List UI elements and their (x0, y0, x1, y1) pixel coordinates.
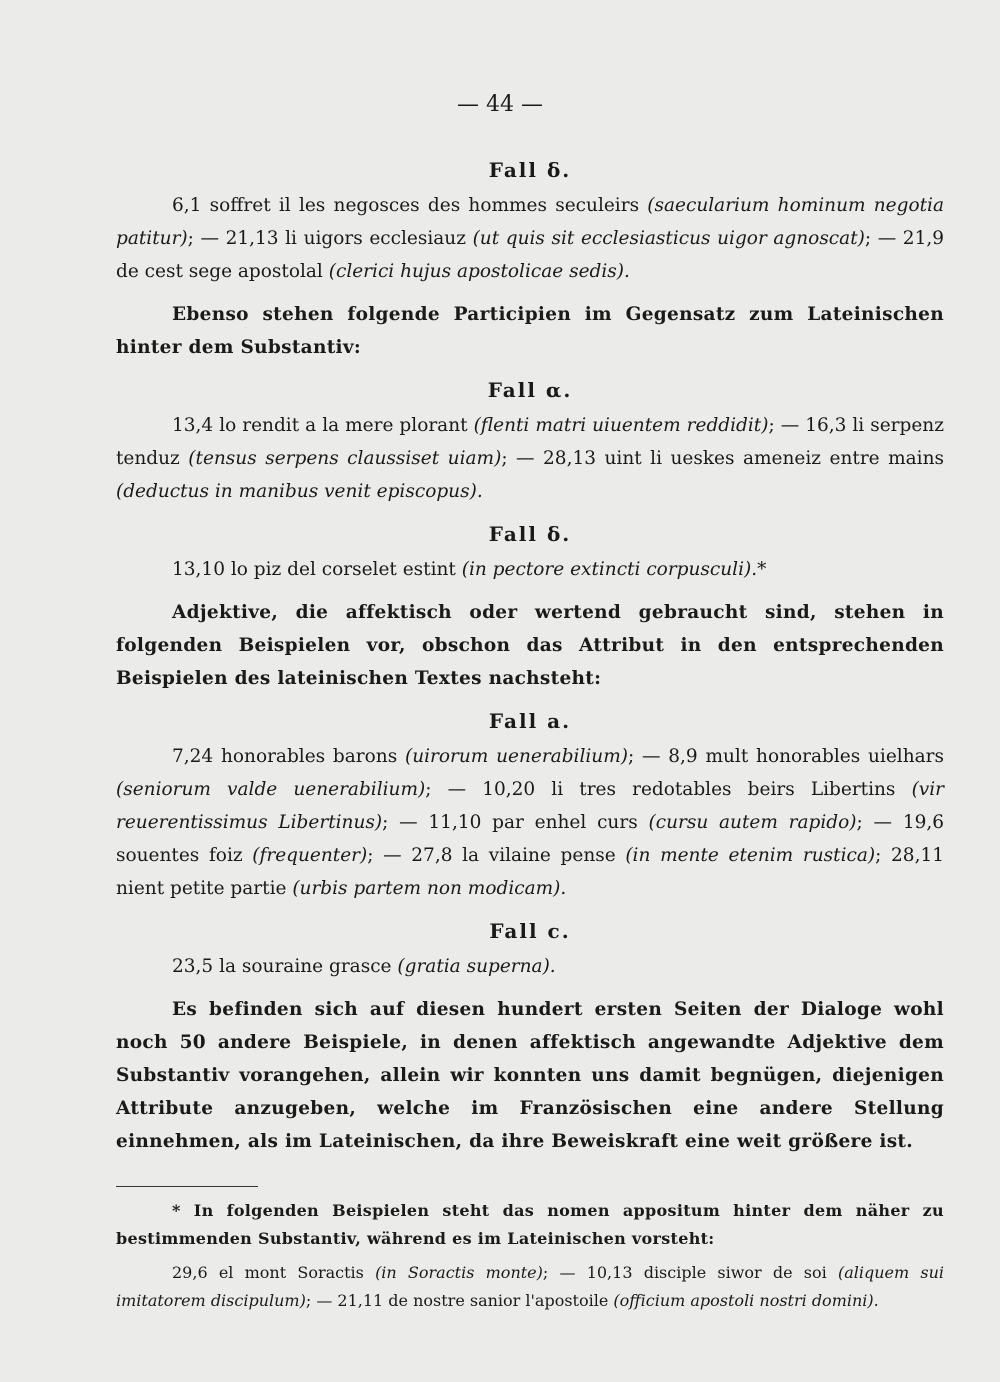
text-run: ; — 21,13 li uigors ecclesiauz (187, 228, 473, 249)
footnote-divider (116, 1186, 258, 1187)
paragraph (116, 189, 944, 288)
text-run: ; — 11,10 par enhel curs (382, 812, 649, 833)
latin-gloss: (saecularium hominum negotia patitur) (116, 195, 944, 249)
case-heading: Fall δ. (488, 522, 572, 546)
latin-gloss: (aliquem sui imitatorem discipulum) (116, 1263, 945, 1310)
footnote-text: * In folgenden Beispielen steht das nomen appositum hinter dem näher zu bestimmenden Substantiv, während es im Lateinischen vorsteht: (116, 1201, 944, 1248)
page-number: — 44 — (457, 92, 543, 117)
paragraph: Es befinden sich auf diesen hundert ersten Seiten der Dialoge wohl noch 50 andere Beispiele, in denen affektisch angewandte Adjektive dem Substantiv vorangehen, allein wir konnten uns damit begnügen, diejenigen Attribute anzugeben, welche im Französischen eine andere Stellung einnehmen, als im Lateinischen, da ihre Beweiskraft eine weit größere ist. (116, 999, 944, 1152)
text-run: ; — 28,13 uint li ueskes ameneiz entre mains (501, 448, 945, 469)
text-run: 7,24 honorables barons (172, 746, 405, 767)
latin-gloss: (seniorum valde uenerabilium) (116, 779, 426, 800)
text-run: ; — 21,11 de nostre sanior l'apostoile (305, 1291, 614, 1310)
latin-gloss: (in mente etenim rustica) (625, 845, 876, 866)
footnote-text (116, 1259, 944, 1315)
latin-gloss: (in pectore extincti corpusculi). (461, 559, 758, 580)
text-run: * (757, 559, 767, 580)
text-run: 13,10 lo piz del corselet estint (172, 559, 462, 580)
paragraph (116, 409, 944, 508)
latin-gloss: (deductus in manibus venit episcopus). (116, 481, 483, 502)
latin-gloss: (in Soractis monte) (375, 1263, 543, 1282)
paragraph (116, 740, 944, 905)
latin-gloss: (flenti matri uiuentem reddidit) (473, 415, 769, 436)
case-heading: Fall δ. (488, 158, 572, 182)
case-heading: Fall α. (487, 378, 573, 402)
footnote (116, 1197, 944, 1315)
paragraph: Ebenso stehen folgende Participien im Gegensatz zum Lateinischen hinter dem Substantiv: (116, 304, 944, 358)
text-run: ; — 21,9 de cest sege apostolal (116, 228, 944, 282)
latin-gloss: (officium apostoli nostri domini). (613, 1291, 879, 1310)
page-body (116, 150, 944, 1321)
text-run: ; 28,11 nient petite partie (116, 845, 944, 899)
text-run: ; — 10,20 li tres redotables beirs Libertins (425, 779, 912, 800)
text-run: 23,5 la souraine grasce (172, 956, 398, 977)
paragraph (116, 553, 944, 586)
text-run: ; — 8,9 mult honorables uielhars (627, 746, 944, 767)
latin-gloss: (uirorum uenerabilium) (404, 746, 628, 767)
latin-gloss: (frequenter) (252, 845, 368, 866)
text-run: 6,1 soffret il les negosces des hommes seculeirs (172, 195, 648, 216)
text-run: ; — 10,13 disciple siwor de soi (542, 1263, 838, 1282)
text-run: ; — 16,3 li serpenz tenduz (116, 415, 944, 469)
latin-gloss: (clerici hujus apostolicae sedis). (328, 261, 630, 282)
text-run: ; — 19,6 souentes foiz (116, 812, 945, 866)
paragraph: Adjektive, die affektisch oder wertend gebraucht sind, stehen in folgenden Beispielen vor, obschon das Attribut in den entsprechenden Beispielen des lateinischen Textes nachsteht: (116, 602, 944, 689)
latin-gloss: (vir reuerentissimus Libertinus) (116, 779, 944, 833)
text-run: ; — 27,8 la vilaine pense (367, 845, 626, 866)
case-heading: Fall a. (488, 709, 572, 733)
latin-gloss: (urbis partem non modicam). (292, 878, 567, 899)
text-run: 13,4 lo rendit a la mere plorant (172, 415, 474, 436)
latin-gloss: (tensus serpens claussiset uiam) (188, 448, 502, 469)
paragraph (116, 950, 944, 983)
latin-gloss: (ut quis sit ecclesiasticus uigor agnoscat) (472, 228, 865, 249)
case-heading: Fall c. (489, 919, 571, 943)
latin-gloss: (cursu autem rapido) (648, 812, 857, 833)
text-run: 29,6 el mont Soractis (172, 1263, 376, 1282)
latin-gloss: (gratia superna). (397, 956, 556, 977)
